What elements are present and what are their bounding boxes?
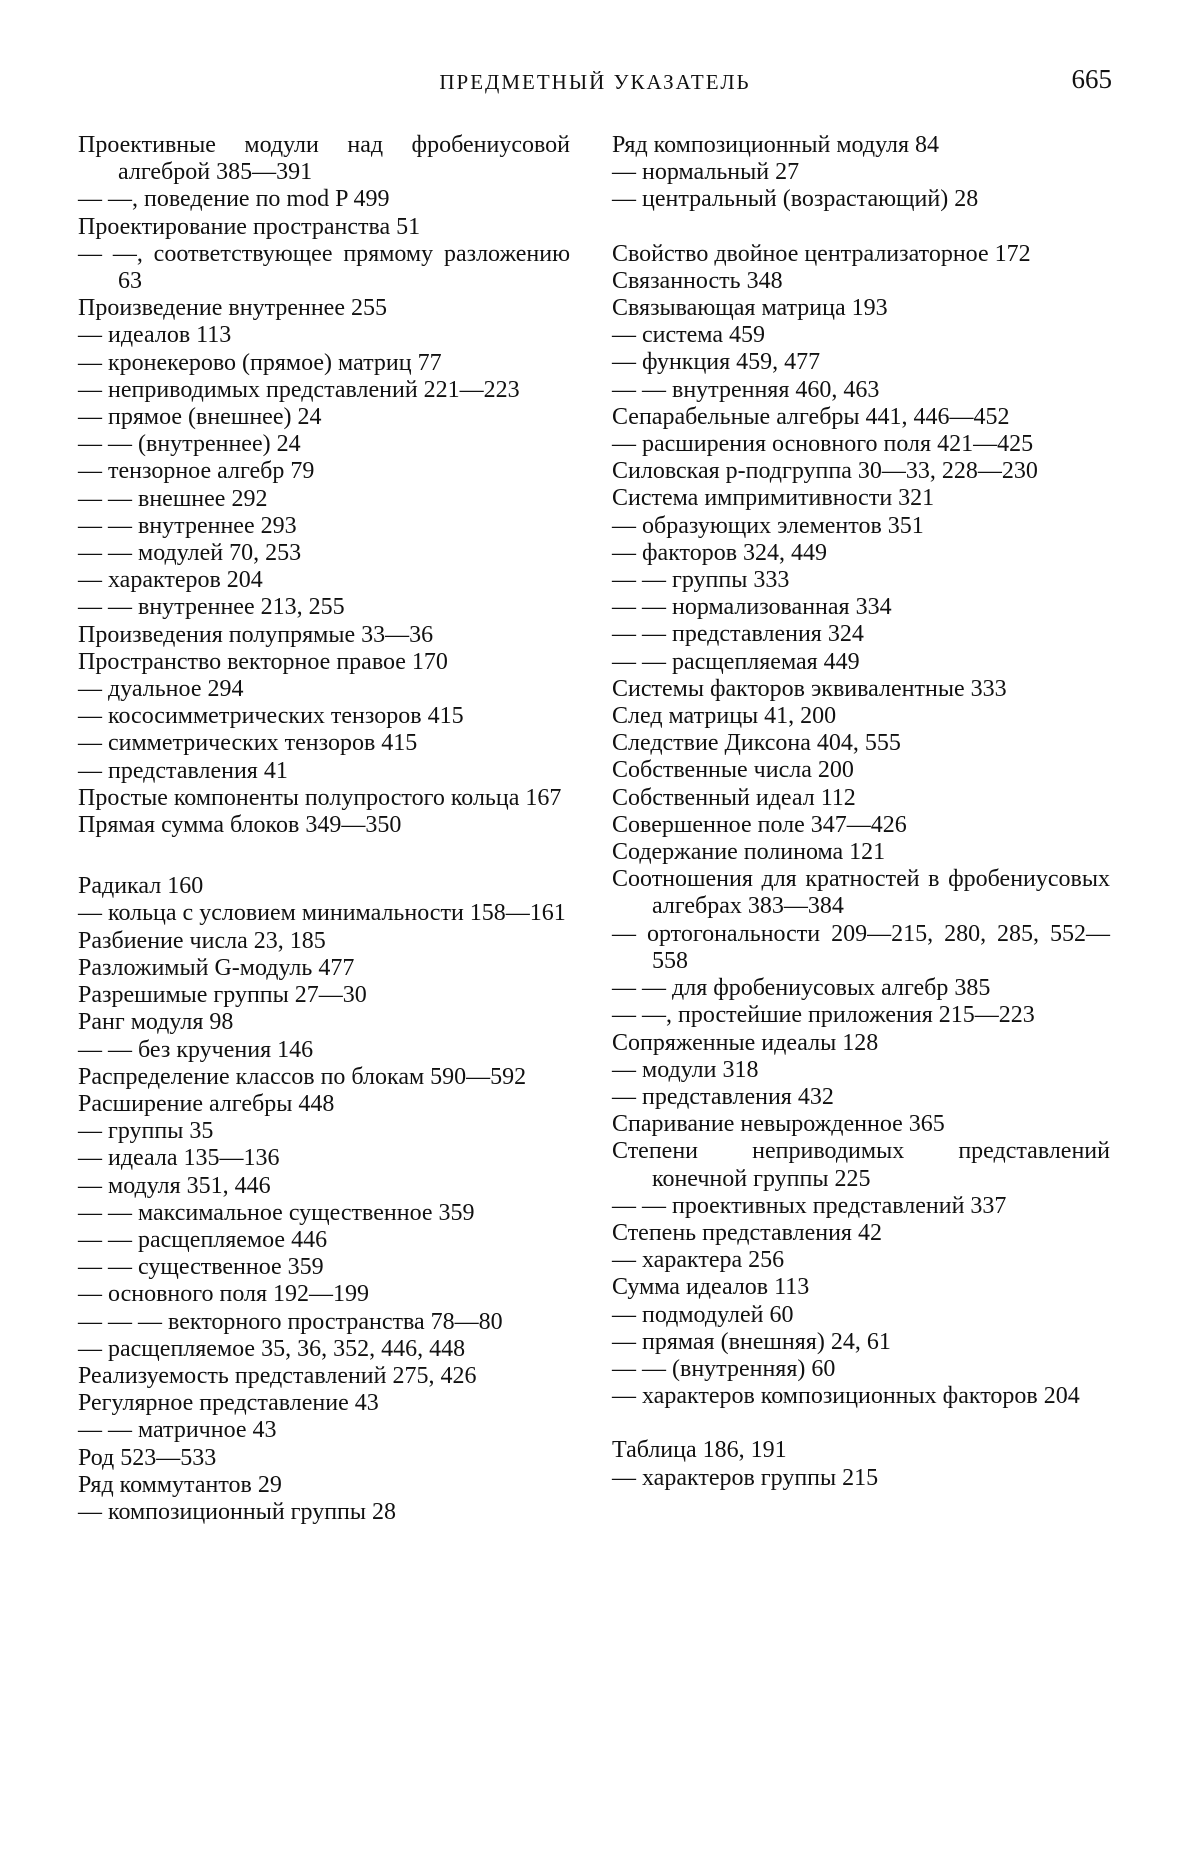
index-entry: Ряд коммутантов 29 bbox=[78, 1471, 282, 1498]
index-entry: — —, соответствующее прямому разложению 63 bbox=[78, 240, 570, 295]
page-header bbox=[78, 64, 1112, 104]
index-entry: — — матричное 43 bbox=[78, 1417, 277, 1444]
index-entry: — — расщепляемая 449 bbox=[612, 648, 860, 675]
index-entry: — — проективных представлений 337 bbox=[612, 1192, 1007, 1219]
index-entry: — — группы 333 bbox=[612, 567, 790, 594]
index-entry: — группы 35 bbox=[78, 1118, 214, 1145]
index-entry: Соотношения для кратностей в фробениусовых алгебрах 383—384 bbox=[612, 866, 1110, 920]
index-entry: — характеров композиционных факторов 204 bbox=[612, 1383, 1080, 1410]
index-entry: Ранг модуля 98 bbox=[78, 1009, 234, 1036]
index-entry: — идеалов 113 bbox=[78, 322, 232, 349]
running-title: ПРЕДМЕТНЫЙ УКАЗАТЕЛЬ bbox=[439, 70, 751, 94]
index-entry: Сопряженные идеалы 128 bbox=[612, 1029, 879, 1056]
index-entry: — — внешнее 292 bbox=[78, 485, 268, 512]
index-entry: Радикал 160 bbox=[78, 873, 204, 900]
index-entry: Прямая сумма блоков 349—350 bbox=[78, 812, 402, 839]
index-entry: След матрицы 41, 200 bbox=[612, 703, 837, 730]
index-entry: — кососимметрических тензоров 415 bbox=[78, 703, 464, 730]
index-column-right bbox=[612, 132, 1110, 1492]
section-gap bbox=[78, 839, 570, 873]
index-entry: — нормальный 27 bbox=[612, 159, 800, 186]
page-number: 665 bbox=[1071, 64, 1112, 94]
index-entry: Связывающая матрица 193 bbox=[612, 295, 888, 322]
index-entry: Пространство векторное правое 170 bbox=[78, 648, 448, 675]
index-entry: — образующих элементов 351 bbox=[612, 512, 924, 539]
index-entry: — кронекерово (прямое) матриц 77 bbox=[78, 349, 442, 376]
index-entry: Свойство двойное централизаторное 172 bbox=[612, 240, 1031, 267]
index-entry: — представления 432 bbox=[612, 1083, 834, 1110]
index-entry: — расширения основного поля 421—425 bbox=[612, 431, 1034, 458]
index-entry: — система 459 bbox=[612, 322, 765, 349]
index-entry: — факторов 324, 449 bbox=[612, 539, 828, 566]
index-entry: — представления 41 bbox=[78, 757, 288, 784]
index-entry: — кольца с условием минимальности 158—161 bbox=[78, 900, 566, 927]
index-entry: Собственный идеал 112 bbox=[612, 784, 856, 811]
index-entry: Реализуемость представлений 275, 426 bbox=[78, 1362, 477, 1389]
index-entry: Связанность 348 bbox=[612, 267, 783, 294]
index-entry: Силовская p-подгруппа 30—33, 228—230 bbox=[612, 458, 1038, 485]
index-entry: — — без кручения 146 bbox=[78, 1036, 314, 1063]
index-entry: — характера 256 bbox=[612, 1247, 785, 1274]
index-entry: Разбиение числа 23, 185 bbox=[78, 927, 326, 954]
index-entry: — — модулей 70, 253 bbox=[78, 540, 302, 567]
index-entry: Разложимый G-модуль 477 bbox=[78, 954, 355, 981]
index-entry: — —, простейшие приложения 215—223 bbox=[612, 1002, 1035, 1029]
index-entry: — — существенное 359 bbox=[78, 1254, 324, 1281]
index-entry: — дуальное 294 bbox=[78, 676, 244, 703]
index-entry: — — внутреннее 293 bbox=[78, 512, 297, 539]
index-entry: Степень представления 42 bbox=[612, 1219, 882, 1246]
index-entry: Спаривание невырожденное 365 bbox=[612, 1111, 945, 1138]
index-entry: Проективные модули над фробениусовой алгеброй 385—391 bbox=[78, 132, 570, 186]
index-entry: — прямая (внешняя) 24, 61 bbox=[612, 1328, 891, 1355]
index-entry: Регулярное представление 43 bbox=[78, 1390, 379, 1417]
index-entry: Произведение внутреннее 255 bbox=[78, 295, 387, 322]
index-entry: — — — векторного пространства 78—80 bbox=[78, 1308, 503, 1335]
index-entry: — симметрических тензоров 415 bbox=[78, 730, 418, 757]
index-entry: Произведения полупрямые 33—36 bbox=[78, 621, 434, 648]
index-entry: — модули 318 bbox=[612, 1056, 759, 1083]
index-entry: Сумма идеалов 113 bbox=[612, 1274, 810, 1301]
section-gap bbox=[612, 1410, 1110, 1437]
index-entry: Род 523—533 bbox=[78, 1444, 217, 1471]
index-entry: — модуля 351, 446 bbox=[78, 1172, 271, 1199]
index-entry: Разрешимые группы 27—30 bbox=[78, 982, 367, 1009]
index-entry: Система импримитивности 321 bbox=[612, 485, 935, 512]
index-entry: — неприводимых представлений 221—223 bbox=[78, 376, 520, 403]
index-entry: Сепарабельные алгебры 441, 446—452 bbox=[612, 403, 1010, 430]
index-entry: Степени неприводимых представлений конечной группы 225 bbox=[612, 1138, 1110, 1192]
index-entry: Ряд композиционный модуля 84 bbox=[612, 132, 940, 158]
index-entry: — — представления 324 bbox=[612, 621, 864, 648]
index-entry: — характеров группы 215 bbox=[612, 1464, 879, 1491]
index-entry: — — внутреннее 213, 255 bbox=[78, 594, 345, 621]
index-entry: — характеров 204 bbox=[78, 567, 263, 594]
index-entry: — прямое (внешнее) 24 bbox=[78, 404, 322, 431]
index-entry: — ортогональности 209—215, 280, 285, 552—558 bbox=[612, 920, 1110, 974]
index-entry: Таблица 186, 191 bbox=[612, 1437, 787, 1464]
index-entry: Совершенное поле 347—426 bbox=[612, 811, 907, 838]
index-entry: Распределение классов по блокам 590—592 bbox=[78, 1063, 527, 1090]
index-entry: — — (внутренняя) 60 bbox=[612, 1355, 836, 1382]
index-entry: Проектирование пространства 51 bbox=[78, 213, 421, 240]
index-entry: Содержание полинома 121 bbox=[612, 839, 886, 866]
index-entry: — —, поведение по mod P 499 bbox=[78, 186, 390, 213]
index-entry: — — внутренняя 460, 463 bbox=[612, 376, 880, 403]
index-entry: — — для фробениусовых алгебр 385 bbox=[612, 975, 991, 1002]
index-entry: — тензорное алгебр 79 bbox=[78, 458, 315, 485]
section-gap bbox=[612, 214, 1110, 241]
index-entry: — — расщепляемое 446 bbox=[78, 1226, 328, 1253]
index-entry: Простые компоненты полупростого кольца 167 bbox=[78, 784, 562, 811]
index-entry: — центральный (возрастающий) 28 bbox=[612, 186, 979, 213]
index-entry: Собственные числа 200 bbox=[612, 757, 854, 784]
index-entry: Следствие Диксона 404, 555 bbox=[612, 730, 901, 757]
index-entry: — — (внутреннее) 24 bbox=[78, 431, 301, 458]
index-column-left bbox=[78, 132, 570, 1526]
index-entry: — основного поля 192—199 bbox=[78, 1281, 370, 1308]
index-entry: — — нормализованная 334 bbox=[612, 594, 892, 621]
index-entry: Расширение алгебры 448 bbox=[78, 1090, 335, 1117]
index-entry: — идеала 135—136 bbox=[78, 1145, 280, 1172]
index-entry: — расщепляемое 35, 36, 352, 446, 448 bbox=[78, 1335, 466, 1362]
index-entry: — подмодулей 60 bbox=[612, 1301, 794, 1328]
index-entry: Системы факторов эквивалентные 333 bbox=[612, 675, 1007, 702]
index-entry: — композиционный группы 28 bbox=[78, 1498, 397, 1525]
index-entry: — — максимальное существенное 359 bbox=[78, 1199, 475, 1226]
index-entry: — функция 459, 477 bbox=[612, 349, 821, 376]
